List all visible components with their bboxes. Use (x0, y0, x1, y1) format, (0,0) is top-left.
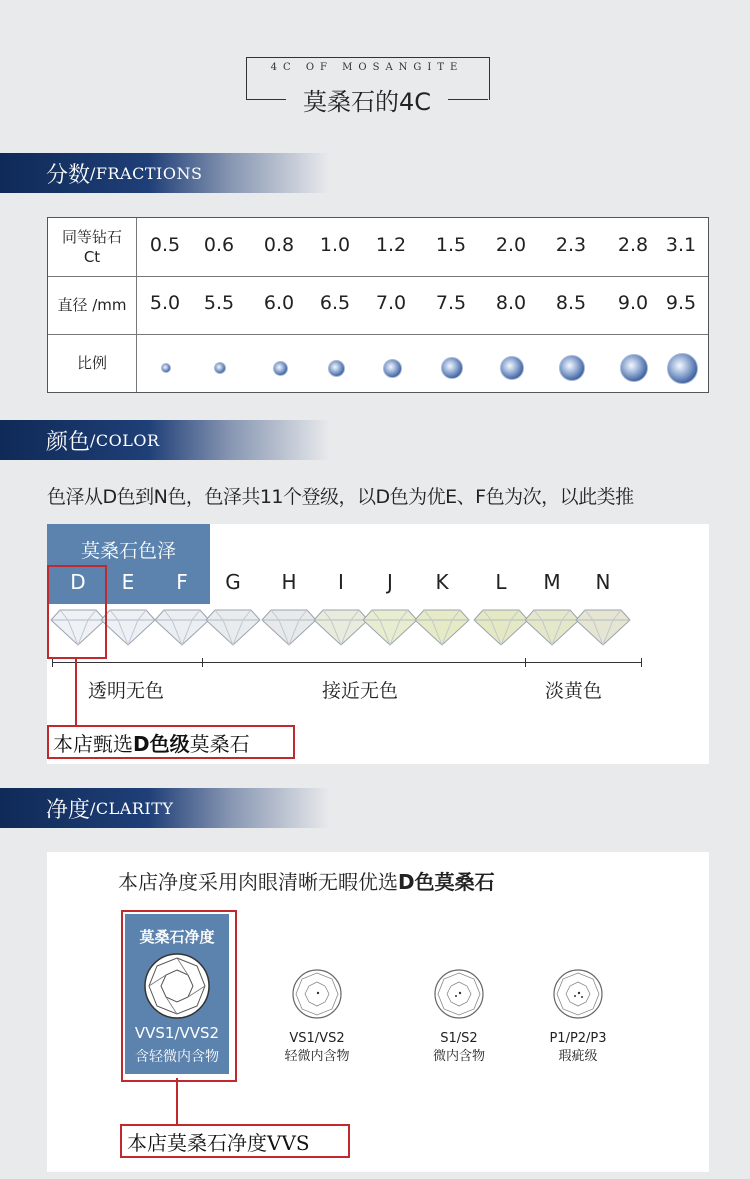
diameter-value: 7.5 (435, 292, 467, 314)
diamond-icon (154, 608, 210, 646)
section-title-en: /CLARITY (90, 798, 174, 818)
carat-value: 2.8 (617, 234, 649, 256)
clarity-note: 本店莫桑石净度VVS (127, 1131, 310, 1155)
diamond-icon (575, 608, 631, 646)
scale-tick (525, 658, 526, 667)
row-header-diameter: 直径 /mm (48, 276, 137, 334)
diamond-icon (362, 608, 418, 646)
color-scale-line (52, 662, 642, 663)
clarity-box-desc: 含轻微内含物 (135, 1049, 219, 1065)
gem-size-icon (500, 356, 524, 380)
diamond-top-view-icon (552, 968, 604, 1020)
scale-tick (52, 658, 53, 667)
clarity-grade-label: P1/P2/P3 (549, 1031, 607, 1046)
color-note (53, 728, 250, 757)
clarity-grade-label: S1/S2 (440, 1031, 478, 1046)
color-box-title: 莫桑石色泽 (80, 540, 176, 562)
color-grade-label: N (595, 570, 611, 594)
gem-size-icon (559, 355, 585, 381)
gem-size-icon (273, 361, 288, 376)
gem-size-icon (214, 362, 226, 374)
table-row-carat (48, 218, 708, 277)
section-title-en: /COLOR (90, 430, 160, 450)
gem-size-icon (620, 354, 648, 382)
color-grade-label: I (338, 570, 344, 594)
diamond-top-view-icon (143, 952, 211, 1020)
color-grade-label: D (70, 570, 86, 594)
diamond-top-view-icon (433, 968, 485, 1020)
scale-tick (202, 658, 203, 667)
diameter-value: 7.0 (375, 292, 407, 314)
title-underline-left (246, 99, 286, 100)
page-title: 莫桑石的4C (302, 88, 432, 116)
diamond-top-view-icon (291, 968, 343, 1020)
diamond-icon (100, 608, 156, 646)
diamond-icon (524, 608, 580, 646)
color-description: 色泽从D色到N色，色泽共11个登级，以D色为优E、F色为次，以此类推 (47, 486, 634, 508)
diameter-value: 5.0 (149, 292, 181, 314)
carat-value: 2.3 (555, 234, 587, 256)
section-banner-clarity (0, 788, 330, 828)
clarity-grade-label: VS1/VS2 (289, 1031, 345, 1046)
section-title-cn: 分数 (46, 162, 91, 188)
table-row-proportion (48, 334, 708, 392)
diameter-value: 8.5 (555, 292, 587, 314)
fractions-table (47, 217, 709, 393)
color-grade-label: K (435, 570, 449, 594)
diameter-value: 6.5 (319, 292, 351, 314)
diameter-value: 9.5 (665, 292, 697, 314)
color-grade-label: J (387, 570, 393, 594)
table-row-diameter (48, 276, 708, 335)
section-banner-fractions (0, 153, 330, 193)
clarity-title-bold: D色莫桑石 (398, 870, 495, 894)
clarity-title-prefix: 本店净度采用肉眼清晰无暇优选 (118, 870, 398, 894)
clarity-grade-desc: 微内含物 (432, 1049, 485, 1064)
carat-value: 1.5 (435, 234, 467, 256)
clarity-grade-desc: 瑕疵级 (558, 1049, 598, 1064)
clarity-title (118, 866, 495, 895)
carat-value: 3.1 (665, 234, 697, 256)
color-grade-label: F (176, 570, 188, 594)
clarity-callout-line (176, 1078, 178, 1126)
clarity-box-title: 莫桑石净度 (139, 928, 215, 946)
color-category-near-colorless: 接近无色 (322, 680, 399, 702)
carat-value: 0.6 (203, 234, 235, 256)
gem-size-icon (328, 360, 345, 377)
diamond-icon (205, 608, 261, 646)
d-grade-highlight (47, 565, 107, 659)
carat-label: 同等钻石 (61, 228, 122, 246)
section-title-en: /FRACTIONS (90, 163, 203, 183)
diameter-value: 9.0 (617, 292, 649, 314)
carat-value: 0.5 (149, 234, 181, 256)
callout-line (75, 657, 77, 727)
color-grade-label: L (495, 570, 507, 594)
gem-size-icon (441, 357, 463, 379)
diamond-icon (414, 608, 470, 646)
carat-value: 1.0 (319, 234, 351, 256)
note-prefix: 本店甄选 (53, 732, 133, 756)
page-subtitle: 4C OF MOSANGITE (270, 62, 464, 73)
gem-size-icon (383, 359, 402, 378)
gem-size-icon (161, 363, 171, 373)
clarity-grade-desc: 轻微内含物 (284, 1049, 350, 1064)
note-suffix: 莫桑石 (189, 732, 250, 756)
color-grade-label: G (225, 570, 241, 594)
gem-size-icon (667, 353, 698, 384)
diameter-value: 6.0 (263, 292, 295, 314)
diamond-icon (261, 608, 317, 646)
color-grade-label: M (543, 570, 561, 594)
title-underline-right (448, 99, 488, 100)
row-header-carat (48, 218, 137, 276)
row-header-proportion: 比例 (48, 334, 137, 392)
section-title-cn: 净度 (46, 797, 91, 823)
scale-tick (641, 658, 642, 667)
diameter-value: 5.5 (203, 292, 235, 314)
note-bold: D色级 (133, 732, 190, 756)
section-banner-color (0, 420, 330, 460)
diamond-icon (473, 608, 529, 646)
carat-value: 0.8 (263, 234, 295, 256)
color-grade-label: H (281, 570, 297, 594)
diamond-icon (313, 608, 369, 646)
carat-value: 2.0 (495, 234, 527, 256)
color-category-faint-yellow: 淡黄色 (545, 680, 603, 702)
diameter-value: 8.0 (495, 292, 527, 314)
carat-unit: Ct (83, 248, 101, 266)
color-category-colorless: 透明无色 (88, 680, 165, 702)
section-title-cn: 颜色 (46, 429, 91, 455)
clarity-box-grade: VVS1/VVS2 (134, 1024, 220, 1042)
color-grade-label: E (121, 570, 135, 594)
carat-value: 1.2 (375, 234, 407, 256)
